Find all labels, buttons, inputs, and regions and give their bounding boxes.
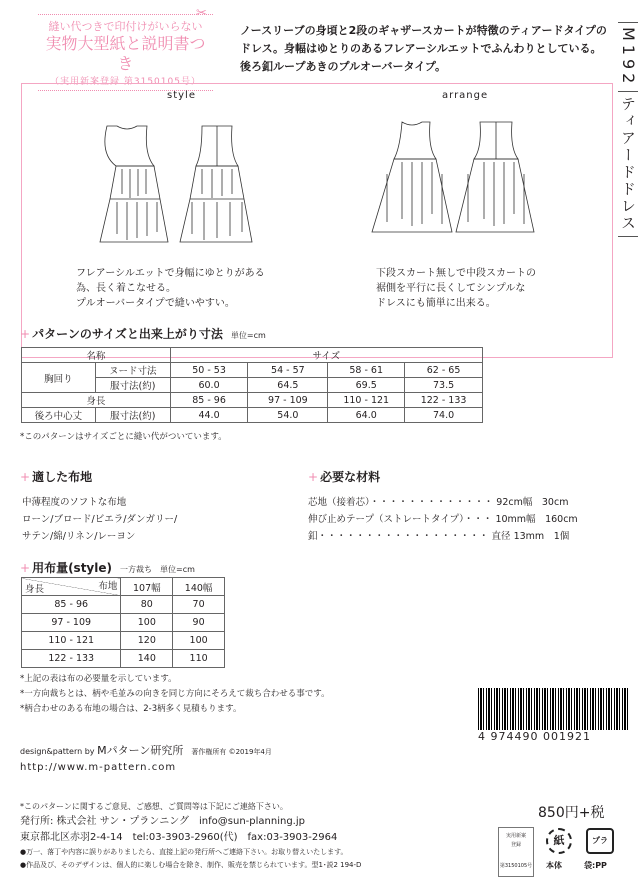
fabric-list [22, 494, 177, 545]
pattern-code: M192 [619, 27, 638, 88]
plus-icon: + [20, 561, 31, 575]
header-size: サイズ [170, 348, 482, 363]
yardage-cut: 一方裁ち [120, 565, 152, 574]
fabric-line: 中薄程度のソフトな布地 [22, 497, 127, 508]
arrange-text-line: 裾側を平行に長くしてシンプルな [376, 283, 526, 294]
chest-label: 胸回り [22, 363, 96, 393]
cell: 97 - 109 [248, 393, 328, 408]
plastic-label: 袋:PP [584, 861, 607, 870]
note-line: *柄合わせのある布地の場合は、2-3柄多く見積もります。 [20, 704, 242, 714]
cell: 90 [173, 614, 225, 632]
back-length-label: 後ろ中心丈 [22, 408, 96, 423]
credit-by: design&pattern by [20, 747, 95, 756]
pattern-title: ティアードドレス [619, 96, 637, 233]
plus-icon: + [20, 470, 31, 484]
cell: 64.5 [248, 378, 328, 393]
cell: 120 [121, 632, 173, 650]
material-name: 釦・・・・・・・・・・・・・・・・・・ [308, 531, 489, 542]
copyright: 著作権所有 ©2019年4月 [191, 748, 272, 756]
cell: 110 - 121 [328, 393, 405, 408]
cell: 110 - 121 [22, 632, 121, 650]
cell: 69.5 [328, 378, 405, 393]
yardage-notes [20, 672, 330, 717]
plastic-recycle-icon: プラ [586, 828, 614, 854]
cell: 100 [173, 632, 225, 650]
col-107: 107幅 [121, 578, 173, 596]
material-qty: 160cm [545, 514, 578, 525]
note-line: *上記の表は布の必要量を示しています。 [20, 674, 177, 684]
style-text-line: フレアーシルエットで身幅にゆとりがある [76, 268, 265, 279]
arrange-text-line: 下段スカート無しで中段スカートの [376, 268, 536, 279]
fabric-line: サテン/綿/リネン/レーヨン [22, 531, 136, 542]
cell: 54 - 57 [248, 363, 328, 378]
illustration-box [21, 83, 613, 358]
cell: 80 [121, 596, 173, 614]
cell: 110 [173, 650, 225, 668]
size-unit: 単位=cm [230, 331, 266, 340]
corner-cell [22, 578, 121, 596]
style-back-dress [180, 126, 252, 242]
cell: 74.0 [405, 408, 483, 423]
footer-address: 東京都北区赤羽2-4-14 tel:03-3903-2960(代) fax:03-3903-2964 [20, 832, 338, 843]
footer [20, 800, 361, 872]
style-front-dress [100, 126, 168, 242]
material-qty: 30cm [541, 497, 569, 508]
fabric-line: ローン/ブロード/ビエラ/ダンガリー/ [22, 514, 178, 525]
sidebar [616, 18, 640, 241]
cell: 85 - 96 [170, 393, 248, 408]
price: 850円+税 [538, 805, 605, 821]
patent-l1: 実用新案 [505, 833, 526, 839]
cell: 140 [121, 650, 173, 668]
style-label: style [167, 90, 196, 101]
fabric-title [20, 468, 92, 485]
material-spec: 92cm幅 [496, 497, 533, 508]
cell: 64.0 [328, 408, 405, 423]
arrange-text-line: ドレスにも簡単に出来る。 [376, 298, 496, 309]
yardage-table [21, 577, 225, 668]
materials-title [308, 468, 380, 485]
material-item [308, 528, 578, 545]
cell: 100 [121, 614, 173, 632]
arrange-back-dress [456, 122, 534, 232]
cell: 60.0 [170, 378, 248, 393]
barcode [478, 688, 628, 730]
footer-note: ●作品及び、そのデザインは、個人的に楽しむ場合を除き、制作、販売を禁じられています。型1･説2 194-D [20, 861, 362, 869]
patent-l2: 登録 [510, 842, 521, 848]
footer-publisher: 発行所: 株式会社 サン・プランニング info@sun-planning.jp [20, 816, 305, 827]
plus-icon: + [308, 470, 319, 484]
cell: 73.5 [405, 378, 483, 393]
footer-contact: *このパターンに関するご意見、ご感想、ご質問等は下記にご連絡下さい。 [20, 802, 288, 811]
corner-top: 布地 [98, 581, 118, 592]
material-spec: 10mm幅 [495, 514, 536, 525]
cell: 85 - 96 [22, 596, 121, 614]
patent-no: 第3150105号 [499, 863, 533, 869]
promo-line2: 実物大型紙と説明書つき [45, 34, 206, 73]
arrange-front-dress [372, 122, 452, 232]
header-name: 名称 [22, 348, 171, 363]
patent-mark [498, 827, 534, 877]
cell: 44.0 [170, 408, 248, 423]
corner-bottom: 身長 [25, 584, 45, 595]
website-link[interactable]: http://www.m-pattern.com [20, 762, 177, 773]
product-description: ノースリーブの身頃と2段のギャザースカートが特徴のティアードタイプのドレス。身幅はゆとりのあるフレアーシルエットでふんわりとしている。後ろ釦ループあきのプルオーバータイプ。 [240, 24, 607, 73]
material-qty: 1個 [553, 531, 570, 542]
cell: 58 - 61 [328, 363, 405, 378]
credit [20, 742, 272, 758]
size-section-title [20, 325, 266, 342]
material-spec: 直径 13mm [491, 531, 545, 542]
cell: 50 - 53 [170, 363, 248, 378]
cell: 62 - 65 [405, 363, 483, 378]
materials-list [308, 494, 578, 545]
cell: 122 - 133 [405, 393, 483, 408]
style-description [76, 266, 265, 311]
size-title-text: パターンのサイズと出来上がり寸法 [32, 327, 223, 341]
yardage-title-text: 用布量(style) [32, 561, 112, 575]
cell: 54.0 [248, 408, 328, 423]
materials-title-text: 必要な材料 [320, 470, 381, 484]
garment-label: 服寸法(約) [95, 408, 170, 423]
nude-label: ヌード寸法 [95, 363, 170, 378]
studio-name: Mパターン研究所 [97, 744, 184, 757]
arrange-description [376, 266, 536, 311]
footer-note: ●万一、落丁や内容に誤りがありましたら、直接上記の発行所へご連絡下さい。お取り替えいたします。 [20, 848, 348, 856]
style-text-line: 為、長く着こなせる。 [76, 283, 176, 294]
col-140: 140幅 [173, 578, 225, 596]
arrange-label: arrange [442, 90, 489, 101]
size-note: *このパターンはサイズごとに縫い代がついています。 [20, 432, 227, 442]
dress-illustrations [72, 114, 592, 254]
yardage-title [20, 559, 195, 576]
paper-label: 本体 [546, 861, 562, 870]
fabric-title-text: 適した布地 [32, 470, 93, 484]
height-label: 身長 [22, 393, 171, 408]
paper-recycle-icon: 紙 [546, 828, 572, 854]
material-item [308, 494, 578, 511]
material-name: 伸び止めテープ（ストレートタイプ）・・・ [308, 514, 493, 525]
material-name: 芯地（接着芯）・・・・・・・・・・・・・ [308, 497, 494, 508]
scissors-icon: ✂ [196, 6, 207, 21]
barcode-number: 4 974490 001921 [478, 730, 591, 743]
cell: 122 - 133 [22, 650, 121, 668]
note-line: *一方向裁ちとは、柄や毛並みの向きを同じ方向にそろえて裁ち合わせる事です。 [20, 689, 330, 699]
yardage-unit: 単位=cm [160, 565, 195, 574]
garment-label: 服寸法(約) [95, 378, 170, 393]
cell: 70 [173, 596, 225, 614]
style-text-line: プルオーバータイプで縫いやすい。 [76, 298, 235, 309]
promo-line3: （実用新案登録 第3150105号） [50, 77, 201, 87]
material-item [308, 511, 578, 528]
cell: 97 - 109 [22, 614, 121, 632]
size-table [21, 347, 483, 423]
promo-banner [38, 14, 213, 91]
promo-line1: 縫い代つきで印付けがいらない [48, 20, 203, 33]
plus-icon: + [20, 327, 31, 341]
